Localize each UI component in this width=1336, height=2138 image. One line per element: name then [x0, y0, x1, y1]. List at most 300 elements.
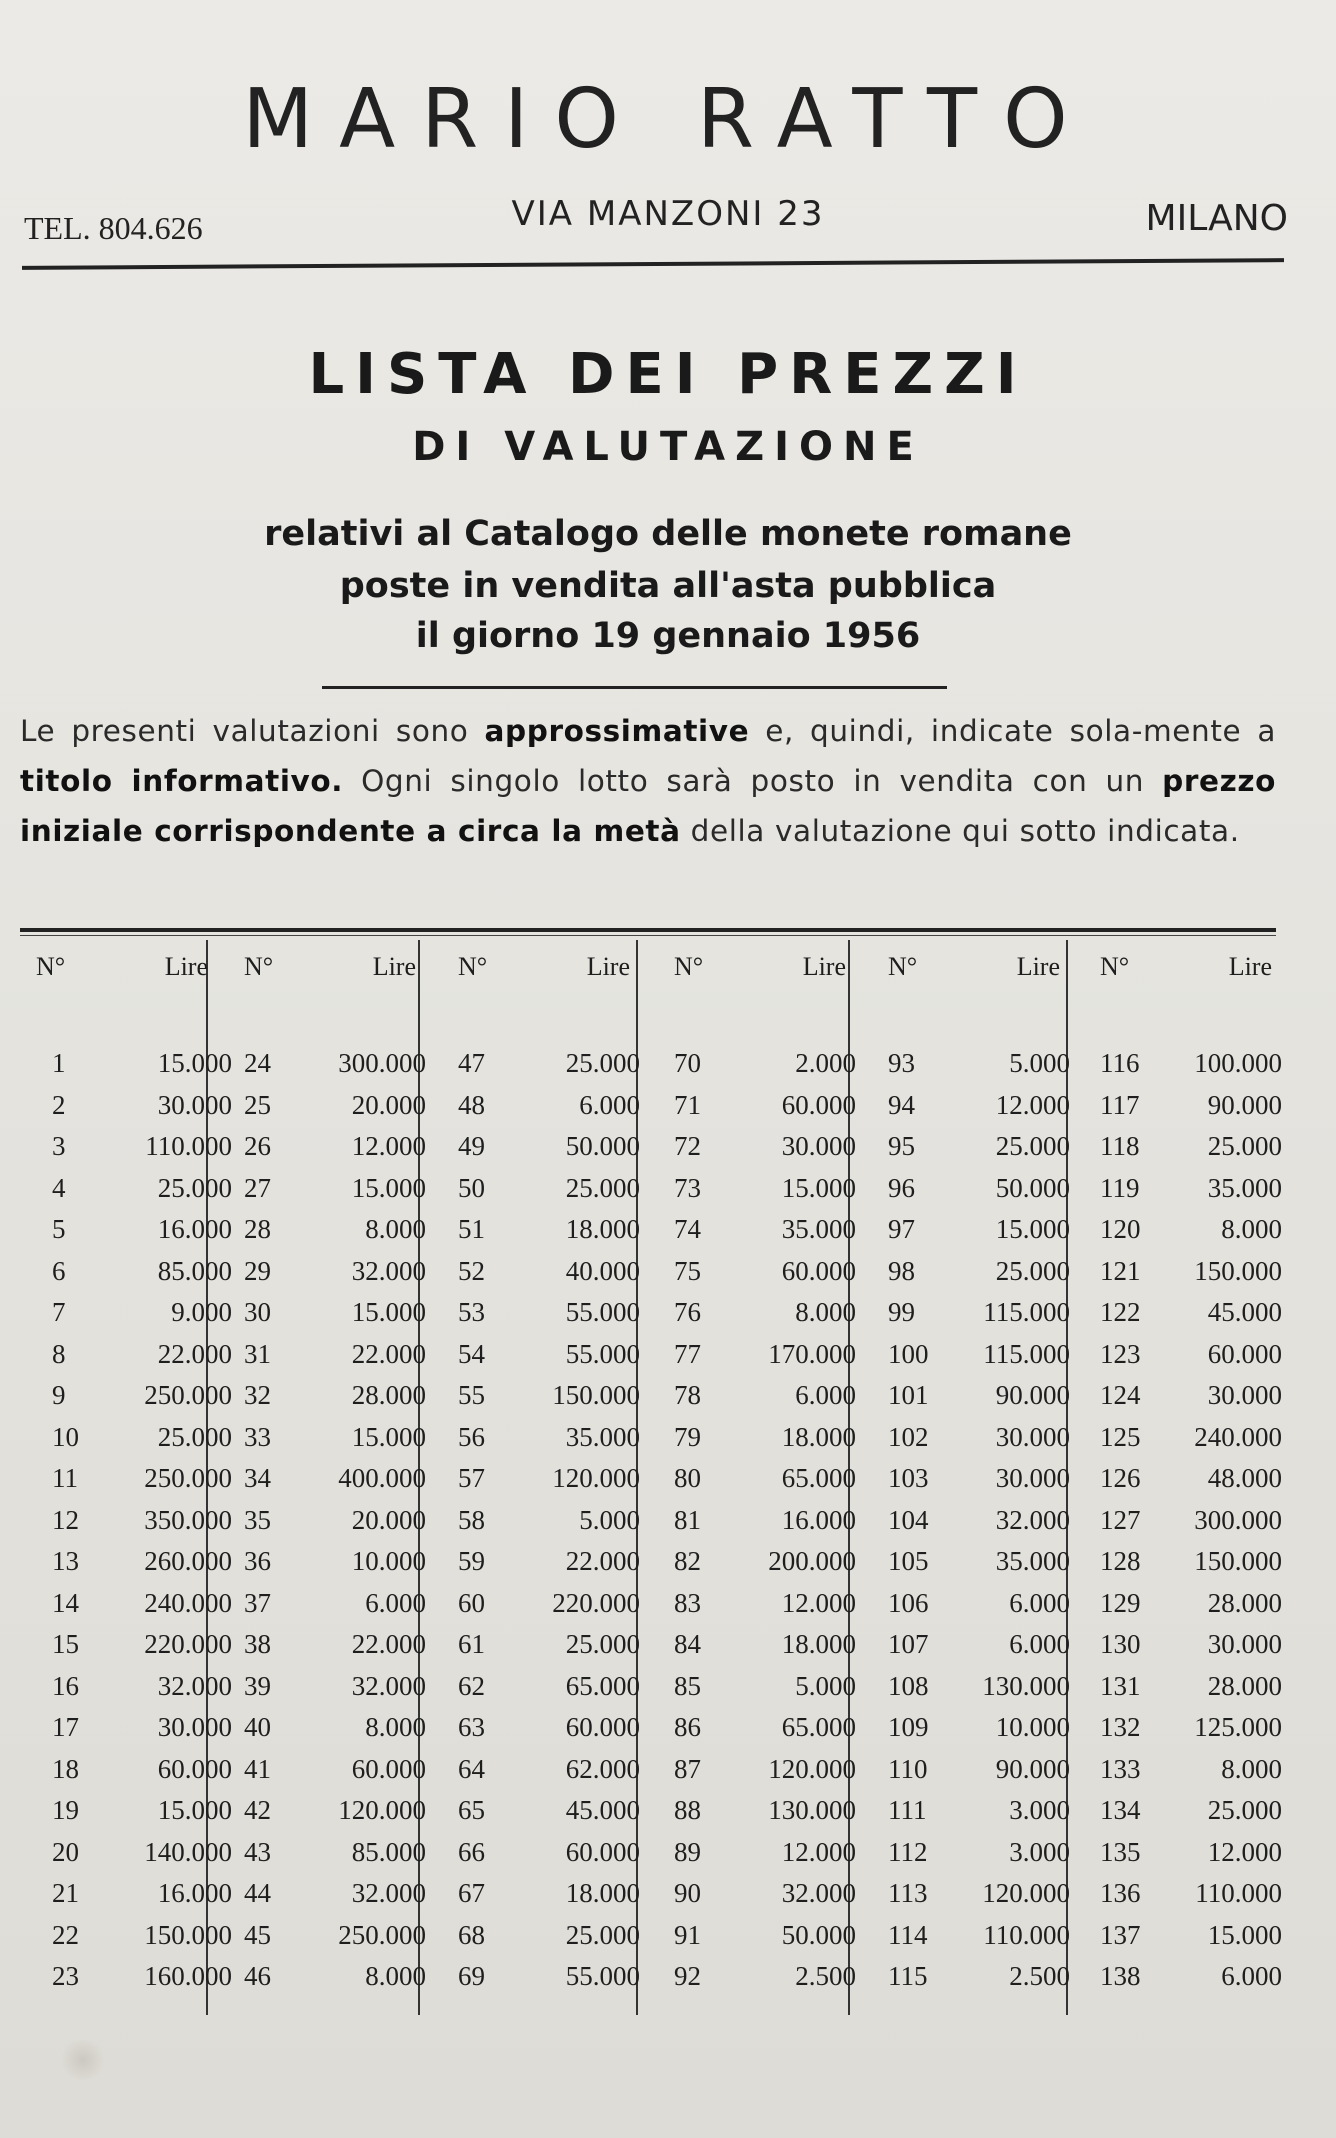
lot-price: 110.000 — [983, 1919, 1070, 1950]
lot-price: 15.000 — [351, 1421, 426, 1452]
lot-price: 50.000 — [781, 1919, 856, 1950]
lot-price: 25.000 — [995, 1255, 1070, 1286]
lot-number: 105 — [888, 1546, 929, 1576]
lot-price: 90.000 — [1207, 1089, 1282, 1120]
table-row — [450, 1712, 650, 1752]
lot-price: 400.000 — [338, 1463, 426, 1493]
lot-number: 96 — [888, 1172, 915, 1203]
lot-price: 25.000 — [995, 1131, 1070, 1161]
lot-price: 25.000 — [565, 1172, 640, 1203]
lot-price: 32.000 — [157, 1670, 232, 1701]
table-row — [666, 1920, 866, 1960]
table-row — [666, 1754, 866, 1794]
table-row — [450, 1754, 650, 1794]
lot-number: 128 — [1100, 1546, 1141, 1576]
lot-number: 24 — [244, 1048, 271, 1078]
price-column — [880, 940, 1080, 2020]
lot-price: 22.000 — [565, 1546, 640, 1576]
lot-price: 32.000 — [351, 1878, 426, 1908]
table-row — [28, 1878, 232, 1918]
lot-number: 56 — [458, 1421, 485, 1452]
lot-number: 99 — [888, 1297, 915, 1327]
lot-price: 60.000 — [1207, 1338, 1282, 1369]
lot-number: 110 — [888, 1753, 928, 1784]
lot-price: 12.000 — [781, 1587, 856, 1618]
table-row — [666, 1588, 866, 1628]
table-row — [28, 1463, 232, 1503]
table-row — [666, 1380, 866, 1420]
table-row — [450, 1463, 650, 1503]
table-row — [666, 1961, 866, 2001]
lot-number: 134 — [1100, 1795, 1141, 1825]
lot-price: 35.000 — [565, 1421, 640, 1452]
lot-price: 200.000 — [768, 1546, 856, 1576]
lot-number: 60 — [458, 1587, 485, 1618]
table-row — [1092, 1878, 1292, 1918]
lot-number: 127 — [1100, 1504, 1141, 1535]
table-row — [1092, 1837, 1292, 1877]
lot-number: 80 — [674, 1463, 701, 1493]
lot-price: 150.000 — [144, 1919, 232, 1950]
lot-number: 116 — [1100, 1048, 1140, 1078]
table-row — [880, 1214, 1080, 1254]
table-row — [450, 1048, 650, 1088]
lot-number: 93 — [888, 1048, 915, 1078]
lot-price: 90.000 — [995, 1380, 1070, 1410]
catalog-line-2: poste in vendita all'asta pubblica — [339, 566, 997, 606]
lot-number: 104 — [888, 1504, 929, 1535]
table-row — [236, 1256, 436, 1296]
lot-price: 62.000 — [565, 1753, 640, 1784]
table-row — [28, 1214, 232, 1254]
lot-number: 71 — [674, 1089, 701, 1120]
table-row — [1092, 1712, 1292, 1752]
table-row — [28, 1421, 232, 1462]
table-top-rule-thin — [20, 935, 1276, 936]
lot-price: 300.000 — [338, 1048, 426, 1078]
lot-price: 22.000 — [351, 1629, 426, 1659]
price-column — [1092, 940, 1292, 2020]
lot-price: 120.000 — [982, 1878, 1070, 1908]
lot-number: 40 — [244, 1712, 271, 1742]
lot-number: 66 — [458, 1836, 485, 1867]
lot-number: 103 — [888, 1463, 929, 1493]
table-row — [450, 1090, 650, 1130]
lot-number: 26 — [244, 1131, 271, 1161]
lot-number: 53 — [458, 1297, 485, 1327]
lot-price: 32.000 — [351, 1255, 426, 1286]
table-row — [666, 1090, 866, 1130]
lot-number: 10 — [52, 1421, 79, 1452]
lot-number: 42 — [244, 1795, 271, 1825]
column-header-lire: Lire — [586, 952, 630, 981]
table-row — [1092, 1671, 1292, 1711]
lot-number: 85 — [674, 1670, 701, 1701]
lot-number: 82 — [674, 1546, 701, 1576]
table-row — [236, 1380, 436, 1420]
lot-price: 25.000 — [157, 1172, 232, 1203]
lot-price: 8.000 — [1221, 1214, 1282, 1244]
lot-price: 120.000 — [338, 1795, 426, 1825]
lot-price: 170.000 — [768, 1338, 856, 1369]
lot-number: 98 — [888, 1255, 915, 1286]
table-row — [236, 1837, 436, 1877]
table-row — [880, 1546, 1080, 1586]
lot-price: 15.000 — [1207, 1919, 1282, 1950]
table-row — [1092, 1131, 1292, 1171]
lot-number: 115 — [888, 1961, 928, 1991]
lot-number: 113 — [888, 1878, 928, 1908]
table-row — [666, 1837, 866, 1877]
lot-price: 6.000 — [1221, 1961, 1282, 1991]
lot-price: 5.000 — [1009, 1048, 1070, 1078]
table-row — [666, 1339, 866, 1379]
lot-number: 86 — [674, 1712, 701, 1742]
lot-price: 240.000 — [1194, 1421, 1282, 1452]
table-row — [28, 1587, 232, 1628]
table-row — [28, 1670, 232, 1711]
table-row — [1092, 1795, 1292, 1835]
table-row — [666, 1214, 866, 1254]
table-row — [880, 1048, 1080, 1088]
table-row — [450, 1837, 650, 1877]
lot-number: 12 — [52, 1504, 79, 1535]
lot-price: 30.000 — [1207, 1629, 1282, 1659]
lot-price: 32.000 — [351, 1670, 426, 1701]
table-row — [666, 1505, 866, 1545]
lot-price: 6.000 — [795, 1380, 856, 1410]
lot-number: 39 — [244, 1670, 271, 1701]
table-top-rule — [20, 928, 1276, 932]
lot-price: 100.000 — [1194, 1048, 1282, 1078]
table-row — [1092, 1090, 1292, 1130]
lot-number: 132 — [1100, 1712, 1141, 1742]
table-row — [450, 1920, 650, 1960]
lot-number: 62 — [458, 1670, 485, 1701]
table-row — [236, 1878, 436, 1918]
lot-price: 9.000 — [171, 1297, 232, 1327]
document-title: LISTA DEI PREZZI — [308, 342, 1028, 407]
table-row — [236, 1339, 436, 1379]
table-row — [450, 1380, 650, 1420]
lot-number: 17 — [52, 1712, 79, 1742]
lot-price: 15.000 — [157, 1795, 232, 1825]
lot-number: 75 — [674, 1255, 701, 1286]
lot-price: 10.000 — [995, 1712, 1070, 1742]
table-row — [28, 1338, 232, 1379]
lot-number: 111 — [888, 1795, 927, 1825]
table-row — [450, 1878, 650, 1918]
lot-number: 55 — [458, 1380, 485, 1410]
table-row — [666, 1256, 866, 1296]
lot-number: 74 — [674, 1214, 701, 1244]
lot-price: 65.000 — [565, 1670, 640, 1701]
column-header-number: N° — [36, 952, 66, 981]
table-row — [880, 1961, 1080, 2001]
lot-price: 110.000 — [1195, 1878, 1282, 1908]
lot-number: 18 — [52, 1753, 79, 1784]
table-row — [236, 1422, 436, 1462]
table-row — [28, 1836, 232, 1877]
lot-price: 30.000 — [157, 1089, 232, 1120]
table-row — [666, 1671, 866, 1711]
lot-price: 140.000 — [144, 1836, 232, 1867]
table-row — [450, 1131, 650, 1171]
table-row — [880, 1297, 1080, 1337]
lot-number: 83 — [674, 1587, 701, 1618]
table-row — [880, 1339, 1080, 1379]
table-row — [450, 1671, 650, 1711]
table-row — [880, 1754, 1080, 1794]
table-row — [1092, 1754, 1292, 1794]
lot-number: 92 — [674, 1961, 701, 1991]
intro-emphasis: titolo informativo. — [20, 764, 344, 798]
table-row — [236, 1961, 436, 2001]
lot-number: 58 — [458, 1504, 485, 1535]
lot-number: 35 — [244, 1504, 271, 1535]
lot-price: 32.000 — [995, 1504, 1070, 1535]
table-row — [1092, 1297, 1292, 1337]
lot-price: 35.000 — [781, 1214, 856, 1244]
table-row — [1092, 1629, 1292, 1669]
lot-price: 22.000 — [157, 1338, 232, 1369]
lot-price: 60.000 — [781, 1255, 856, 1286]
lot-price: 20.000 — [351, 1504, 426, 1535]
lot-number: 68 — [458, 1919, 485, 1950]
table-row — [880, 1837, 1080, 1877]
lot-number: 131 — [1100, 1670, 1141, 1701]
table-row — [450, 1961, 650, 2001]
lot-number: 109 — [888, 1712, 929, 1742]
lot-number: 69 — [458, 1961, 485, 1991]
table-row — [28, 1712, 232, 1752]
lot-price: 115.000 — [983, 1297, 1070, 1327]
lot-price: 6.000 — [579, 1089, 640, 1120]
table-row — [450, 1546, 650, 1586]
lot-price: 55.000 — [565, 1338, 640, 1369]
lot-number: 70 — [674, 1048, 701, 1078]
column-header-lire: Lire — [802, 952, 846, 981]
column-header-lire: Lire — [164, 952, 208, 981]
lot-number: 133 — [1100, 1753, 1141, 1784]
lot-price: 50.000 — [995, 1172, 1070, 1203]
lot-number: 77 — [674, 1338, 701, 1369]
lot-price: 8.000 — [365, 1961, 426, 1991]
lot-price: 10.000 — [351, 1546, 426, 1576]
lot-price: 32.000 — [781, 1878, 856, 1908]
lot-number: 137 — [1100, 1919, 1141, 1950]
table-row — [880, 1588, 1080, 1628]
table-row — [880, 1920, 1080, 1960]
intro-paragraph — [20, 706, 1276, 856]
lot-number: 106 — [888, 1587, 929, 1618]
lot-number: 19 — [52, 1795, 79, 1825]
lot-number: 121 — [1100, 1255, 1141, 1286]
table-row — [450, 1588, 650, 1628]
table-row — [450, 1629, 650, 1669]
lot-price: 15.000 — [995, 1214, 1070, 1244]
lot-price: 150.000 — [552, 1380, 640, 1410]
table-row — [28, 1795, 232, 1835]
table-row — [1092, 1961, 1292, 2001]
lot-price: 250.000 — [338, 1919, 426, 1950]
table-row — [880, 1173, 1080, 1213]
column-header-number: N° — [674, 952, 704, 981]
lot-price: 65.000 — [781, 1712, 856, 1742]
lot-price: 12.000 — [995, 1089, 1070, 1120]
lot-price: 2.500 — [795, 1961, 856, 1991]
lot-number: 25 — [244, 1089, 271, 1120]
lot-number: 44 — [244, 1878, 271, 1908]
lot-price: 45.000 — [565, 1795, 640, 1825]
lot-number: 120 — [1100, 1214, 1141, 1244]
lot-number: 48 — [458, 1089, 485, 1120]
lot-price: 350.000 — [144, 1504, 232, 1535]
lot-price: 30.000 — [157, 1712, 232, 1742]
city: MILANO — [1145, 198, 1288, 239]
table-row — [880, 1878, 1080, 1918]
lot-price: 55.000 — [565, 1297, 640, 1327]
table-row — [28, 1753, 232, 1794]
lot-number: 5 — [52, 1214, 66, 1244]
lot-number: 124 — [1100, 1380, 1141, 1410]
table-row — [666, 1131, 866, 1171]
lot-number: 129 — [1100, 1587, 1141, 1618]
lot-price: 3.000 — [1009, 1795, 1070, 1825]
lot-number: 117 — [1100, 1089, 1140, 1120]
table-row — [28, 1546, 232, 1586]
lot-number: 95 — [888, 1131, 915, 1161]
lot-price: 6.000 — [365, 1587, 426, 1618]
lot-price: 8.000 — [365, 1712, 426, 1742]
lot-number: 102 — [888, 1421, 929, 1452]
lot-price: 5.000 — [579, 1504, 640, 1535]
lot-number: 41 — [244, 1753, 271, 1784]
header-divider — [22, 258, 1284, 270]
table-row — [880, 1090, 1080, 1130]
table-row — [1092, 1339, 1292, 1379]
lot-price: 25.000 — [565, 1629, 640, 1659]
lot-number: 33 — [244, 1421, 271, 1452]
lot-price: 20.000 — [351, 1089, 426, 1120]
lot-number: 114 — [888, 1919, 928, 1950]
lot-price: 2.500 — [1009, 1961, 1070, 1991]
intro-emphasis: prezzo iniziale corrispondente a circa la metà — [20, 764, 1276, 848]
table-row — [880, 1712, 1080, 1752]
lot-number: 64 — [458, 1753, 485, 1784]
table-row — [1092, 1463, 1292, 1503]
lot-number: 84 — [674, 1629, 701, 1659]
catalog-line-1: relativi al Catalogo delle monete romane — [264, 514, 1072, 554]
table-row — [1092, 1380, 1292, 1420]
table-row — [666, 1422, 866, 1462]
lot-number: 20 — [52, 1836, 79, 1867]
table-row — [236, 1588, 436, 1628]
lot-price: 85.000 — [157, 1255, 232, 1286]
lot-number: 78 — [674, 1380, 701, 1410]
table-row — [450, 1422, 650, 1462]
lot-price: 65.000 — [781, 1463, 856, 1493]
lot-number: 59 — [458, 1546, 485, 1576]
lot-number: 65 — [458, 1795, 485, 1825]
lot-number: 36 — [244, 1546, 271, 1576]
table-row — [236, 1090, 436, 1130]
table-row — [28, 1504, 232, 1545]
table-row — [450, 1173, 650, 1213]
table-row — [666, 1463, 866, 1503]
lot-price: 18.000 — [565, 1214, 640, 1244]
table-row — [666, 1878, 866, 1918]
lot-number: 112 — [888, 1836, 928, 1867]
lot-number: 7 — [52, 1297, 66, 1327]
lot-price: 22.000 — [351, 1338, 426, 1369]
lot-price: 60.000 — [565, 1712, 640, 1742]
lot-price: 15.000 — [351, 1297, 426, 1327]
lot-number: 61 — [458, 1629, 485, 1659]
lot-number: 4 — [52, 1172, 66, 1203]
price-column — [28, 940, 232, 2020]
table-row — [450, 1214, 650, 1254]
table-row — [880, 1629, 1080, 1669]
lot-price: 8.000 — [365, 1214, 426, 1244]
title-divider — [322, 686, 947, 689]
lot-price: 15.000 — [157, 1048, 232, 1078]
lot-number: 22 — [52, 1919, 79, 1950]
lot-price: 150.000 — [1194, 1546, 1282, 1576]
lot-number: 122 — [1100, 1297, 1141, 1327]
table-row — [880, 1256, 1080, 1296]
table-row — [450, 1795, 650, 1835]
lot-price: 90.000 — [995, 1753, 1070, 1784]
lot-number: 46 — [244, 1961, 271, 1991]
lot-price: 150.000 — [1194, 1255, 1282, 1286]
lot-price: 25.000 — [565, 1919, 640, 1950]
lot-number: 100 — [888, 1338, 929, 1369]
lot-price: 3.000 — [1009, 1836, 1070, 1867]
lot-number: 14 — [52, 1587, 79, 1618]
lot-price: 125.000 — [1194, 1712, 1282, 1742]
lot-price: 15.000 — [781, 1172, 856, 1203]
lot-number: 21 — [52, 1878, 79, 1908]
lot-number: 91 — [674, 1919, 701, 1950]
column-header-lire: Lire — [1228, 952, 1272, 981]
lot-number: 51 — [458, 1214, 485, 1244]
lot-number: 31 — [244, 1338, 271, 1369]
table-row — [236, 1131, 436, 1171]
lot-number: 76 — [674, 1297, 701, 1327]
lot-price: 120.000 — [552, 1463, 640, 1493]
lot-price: 6.000 — [1009, 1629, 1070, 1659]
lot-price: 60.000 — [351, 1753, 426, 1784]
intro-text: della valutazione qui sotto indicata. — [680, 814, 1240, 848]
lot-number: 130 — [1100, 1629, 1141, 1659]
table-row — [236, 1754, 436, 1794]
lot-number: 73 — [674, 1172, 701, 1203]
lot-number: 47 — [458, 1048, 485, 1078]
lot-number: 29 — [244, 1255, 271, 1286]
lot-number: 119 — [1100, 1172, 1140, 1203]
column-header-number: N° — [1100, 952, 1130, 981]
price-column — [666, 940, 866, 2020]
lot-number: 136 — [1100, 1878, 1141, 1908]
lot-number: 50 — [458, 1172, 485, 1203]
price-column — [450, 940, 650, 2020]
lot-number: 28 — [244, 1214, 271, 1244]
table-row — [28, 1089, 232, 1130]
lot-price: 16.000 — [157, 1214, 232, 1244]
lot-price: 60.000 — [565, 1836, 640, 1867]
street-address: VIA MANZONI 23 — [511, 194, 825, 234]
